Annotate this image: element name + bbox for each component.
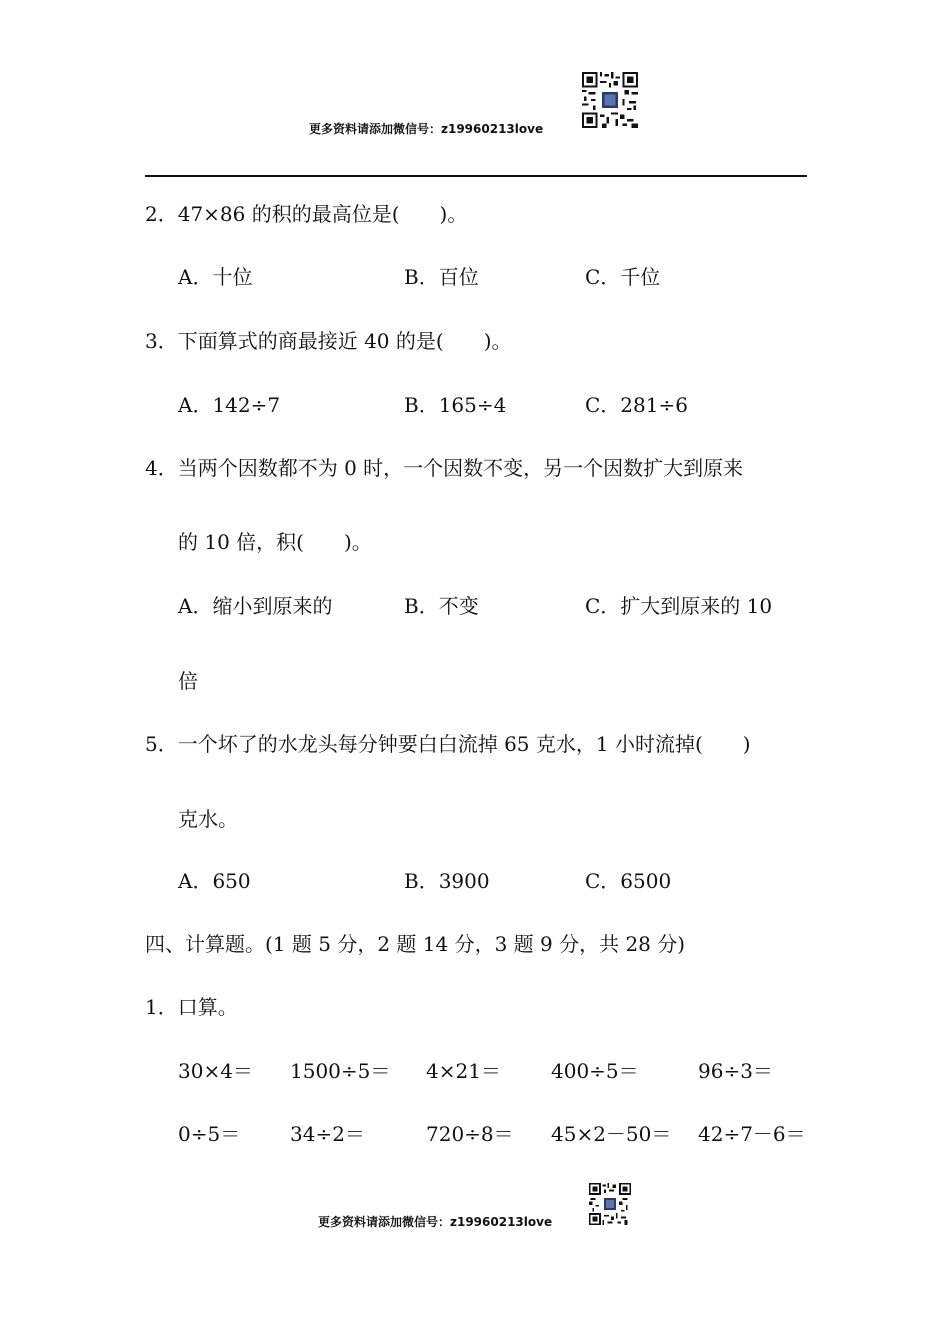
question-2-option-c: C．千位 (585, 265, 661, 289)
header-contact-text: 更多资料请添加微信号：z19960213love (309, 122, 544, 136)
oral-calc-item: 96÷3＝ (698, 1059, 773, 1083)
oral-calc-title: 1．口算。 (145, 995, 238, 1019)
question-4-stem-line2: 的 10 倍，积( )。 (178, 530, 372, 554)
section-4-title: 四、计算题。(1 题 5 分，2 题 14 分，3 题 9 分，共 28 分) (145, 932, 686, 956)
question-4-stem-line1: 4．当两个因数都不为 0 时，一个因数不变，另一个因数扩大到原来 (145, 456, 744, 480)
oral-calc-item: 1500÷5＝ (290, 1059, 391, 1083)
oral-calc-item: 400÷5＝ (551, 1059, 639, 1083)
oral-calc-item: 45×2－50＝ (551, 1122, 672, 1146)
question-2-option-a: A．十位 (178, 265, 253, 289)
oral-calc-item: 30×4＝ (178, 1059, 253, 1083)
question-2-stem: 2．47×86 的积的最高位是( )。 (145, 202, 468, 226)
header-divider (145, 175, 807, 177)
question-3-option-b: B．165÷4 (404, 393, 507, 417)
question-2-option-b: B．百位 (404, 265, 479, 289)
oral-calc-item: 34÷2＝ (290, 1122, 365, 1146)
question-5-stem-line2: 克水。 (178, 807, 238, 831)
question-3-stem: 3．下面算式的商最接近 40 的是( )。 (145, 329, 512, 353)
oral-calc-item: 720÷8＝ (426, 1122, 514, 1146)
question-4-option-b: B．不变 (404, 594, 479, 618)
footer-contact-text: 更多资料请添加微信号：z19960213love (318, 1215, 553, 1229)
header-qr-code (582, 72, 638, 128)
oral-calc-item: 4×21＝ (426, 1059, 501, 1083)
oral-calc-item: 0÷5＝ (178, 1122, 241, 1146)
question-5-option-b: B．3900 (404, 869, 490, 893)
question-5-option-a: A．650 (178, 869, 251, 893)
oral-calc-item: 42÷7－6＝ (698, 1122, 806, 1146)
question-5-option-c: C．6500 (585, 869, 672, 893)
question-3-option-a: A．142÷7 (178, 393, 281, 417)
question-5-stem-line1: 5．一个坏了的水龙头每分钟要白白流掉 65 克水，1 小时流掉( ) (145, 732, 751, 756)
question-4-option-c: C．扩大到原来的 10 (585, 594, 773, 618)
question-4-option-c-continuation: 倍 (178, 669, 198, 693)
question-4-option-a: A．缩小到原来的 (178, 594, 333, 618)
footer-qr-code (589, 1183, 631, 1225)
question-3-option-c: C．281÷6 (585, 393, 688, 417)
